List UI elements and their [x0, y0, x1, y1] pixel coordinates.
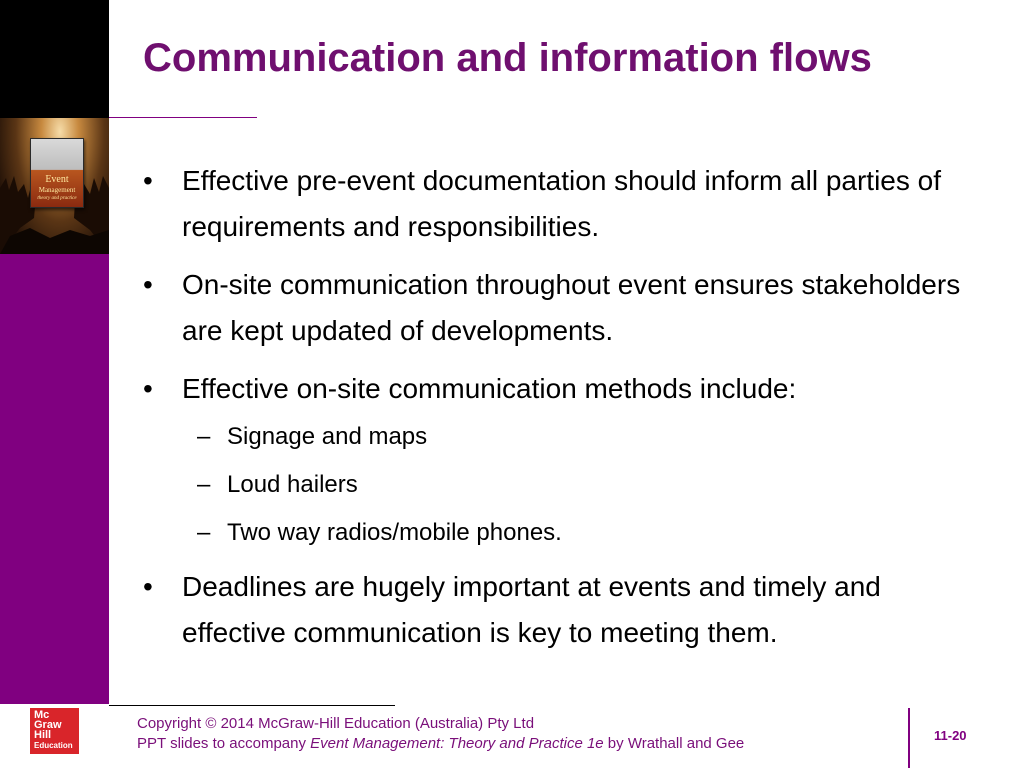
copyright-text: Copyright © 2014 McGraw-Hill Education (Australia) Pty Ltd — [137, 715, 535, 732]
slide-content — [143, 158, 983, 668]
sub-bullet-item — [143, 468, 983, 502]
slide-number: 11-20 — [934, 728, 967, 743]
mcgraw-hill-logo — [30, 708, 79, 754]
bullet-text: Effective on-site communication methods include: — [182, 373, 797, 404]
sub-bullet-list — [143, 420, 983, 550]
title-underline — [109, 117, 257, 118]
sub-bullet-text: Loud hailers — [227, 471, 358, 498]
sub-bullet-item — [143, 420, 983, 454]
sub-bullet-item — [143, 516, 983, 550]
bullet-text: Deadlines are hugely important at events and timely and effective communication is key to meeting them. — [182, 571, 881, 648]
bullet-text: On-site communication throughout event ensures stakeholders are kept updated of developments. — [182, 269, 961, 346]
logo-line: Education — [34, 741, 73, 750]
sub-bullet-marker: – — [197, 519, 211, 546]
ppt-credit-suffix: by Wrathall and Gee — [603, 735, 745, 752]
sub-bullet-marker: – — [197, 471, 211, 498]
book-cover-title-line2: Management — [38, 186, 76, 194]
logo-line: Mc — [34, 709, 50, 721]
book-cover — [30, 138, 84, 208]
bullet-item — [143, 158, 983, 250]
book-cover-title-line1: Event — [45, 174, 69, 185]
logo-line: Hill — [34, 729, 52, 741]
bullet-marker: • — [143, 373, 153, 404]
bullet-item — [143, 262, 983, 354]
bullet-marker: • — [143, 269, 153, 300]
book-cover-title — [31, 175, 83, 195]
sub-bullet-marker: – — [197, 423, 211, 450]
bullet-item — [143, 366, 983, 412]
bullet-text: Effective pre-event documentation should inform all parties of requirements and responsibilities. — [182, 165, 942, 242]
bullet-item — [143, 564, 983, 656]
book-title-italic: Event Management: Theory and Practice 1e — [310, 735, 604, 752]
sidebar-black-block — [0, 0, 109, 118]
logo-line: Graw — [34, 719, 62, 731]
bullet-marker: • — [143, 165, 153, 196]
slide-title: Communication and information flows — [143, 36, 872, 80]
sub-bullet-text: Signage and maps — [227, 423, 428, 450]
book-cover-image — [0, 118, 109, 254]
sub-bullet-text: Two way radios/mobile phones. — [227, 519, 562, 546]
bullet-marker: • — [143, 571, 153, 602]
footer-copyright — [137, 714, 744, 754]
ppt-credit — [137, 734, 744, 754]
ppt-credit-prefix: PPT slides to accompany — [137, 735, 311, 752]
book-cover-subtitle: theory and practice — [37, 196, 77, 201]
footer-vertical-divider — [908, 708, 910, 768]
footer-divider — [109, 705, 395, 706]
sidebar-purple-block — [0, 254, 109, 704]
